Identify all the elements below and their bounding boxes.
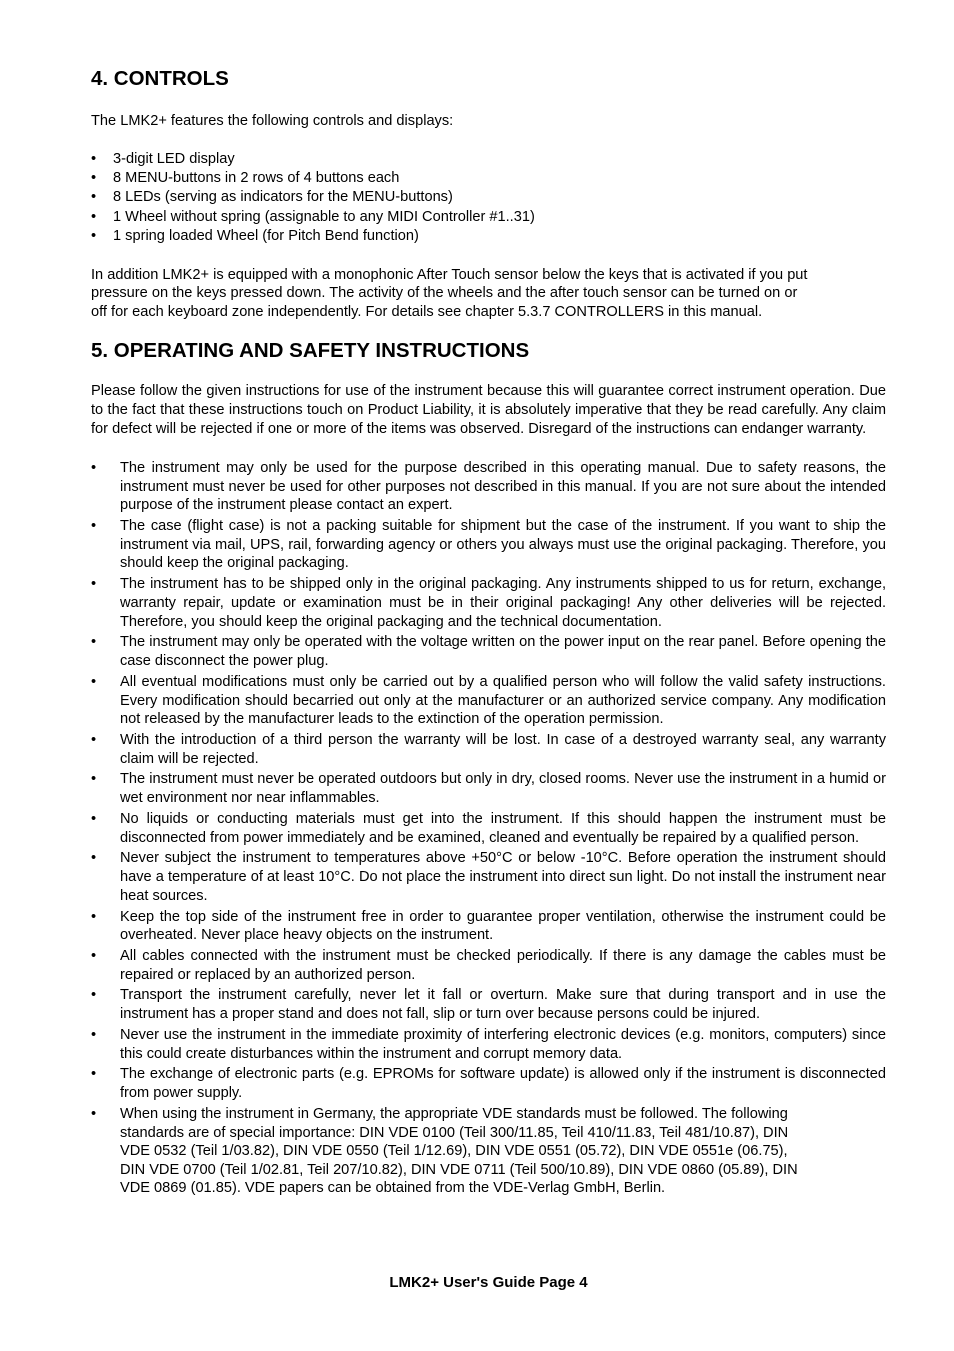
- controls-paragraph: [91, 266, 886, 322]
- bullet-icon: •: [91, 228, 97, 245]
- list-item-line: standards are of special importance: DIN VDE 0100 (Teil 300/11.85, Teil 410/11.83, Teil 481/10.87), DIN: [120, 1124, 789, 1141]
- bullet-icon: •: [91, 810, 97, 827]
- safety-intro: Please follow the given instructions for use of the instrument because this will guarantee correct instrument operation. Due to the fact that these instructions touch on Product Liability, it is absolutely imperative that they be read carefully. Any claim for defect will be rejected if one or more of the items was observed. Disregard of the instructions can endanger warranty.: [91, 383, 886, 437]
- bullet-icon: •: [91, 634, 97, 651]
- list-item: • Keep the top side of the instrument free in order to guarantee proper ventilation, otherwise the instrument could be overheated. Never place heavy objects on the instrument.: [91, 908, 886, 944]
- list-item: • All eventual modifications must only be carried out by a qualified person who will follow the valid safety instructions. Every modification should becarried out only at the manufacturer or an authorized service company. Any modification not released by the manufacturer leads to the extinction of the operation permission.: [91, 673, 886, 728]
- paragraph-line: In addition LMK2+ is equipped with a monophonic After Touch sensor below the keys that is activated if you put: [91, 266, 808, 283]
- bullet-icon: •: [91, 1066, 97, 1083]
- list-item: • 8 LEDs (serving as indicators for the MENU-buttons): [91, 188, 886, 207]
- bullet-icon: •: [91, 850, 97, 867]
- bullet-icon: •: [91, 1105, 97, 1122]
- controls-intro: The LMK2+ features the following controls and displays:: [91, 113, 454, 129]
- paragraph-line: pressure on the keys pressed down. The activity of the wheels and the after touch sensor can be turned on or: [91, 285, 798, 302]
- bullet-icon: •: [91, 460, 97, 477]
- list-item: [91, 1105, 886, 1198]
- list-item: • 1 spring loaded Wheel (for Pitch Bend function): [91, 227, 886, 246]
- list-item: • The instrument may only be operated with the voltage written on the power input on the rear panel. Before opening the case disconnect the power plug.: [91, 634, 886, 670]
- bullet-icon: •: [91, 1026, 97, 1043]
- list-item: • The instrument has to be shipped only in the original packaging. Any instruments shipped to us for return, exchange, warranty repair, update or examination must be in their original packaging! Any other deliveries will be rejected. Therefore, you should keep the original packaging and the technical documentation.: [91, 576, 886, 630]
- bullet-icon: •: [91, 731, 97, 748]
- bullet-icon: •: [91, 771, 97, 788]
- controls-heading: 4. CONTROLS: [91, 67, 229, 90]
- bullet-icon: •: [91, 673, 97, 690]
- bullet-icon: •: [91, 208, 97, 225]
- list-item-line: When using the instrument in Germany, the appropriate VDE standards must be followed. The following: [120, 1105, 788, 1122]
- bullet-icon: •: [91, 908, 97, 925]
- list-item-line: VDE 0869 (01.85). VDE papers can be obtained from the VDE-Verlag GmbH, Berlin.: [120, 1180, 666, 1197]
- paragraph-line: off for each keyboard zone independently. For details see chapter 5.3.7 CONTROLLERS in this manual.: [91, 303, 763, 320]
- list-item: • 1 Wheel without spring (assignable to any MIDI Controller #1..31): [91, 208, 886, 227]
- list-item: • 8 MENU-buttons in 2 rows of 4 buttons each: [91, 169, 886, 188]
- safety-heading: 5. OPERATING AND SAFETY INSTRUCTIONS: [91, 339, 530, 363]
- list-item: • The case (flight case) is not a packing suitable for shipment but the case of the instrument. If you want to ship the instrument via mail, UPS, rail, forwarding agency or others you always must use the original packaging. Therefore, you should keep the original packaging.: [91, 518, 886, 572]
- safety-list: [91, 459, 886, 1198]
- list-item: • All cables connected with the instrument must be checked periodically. If there is any damage the cables must be repaired or replaced by an authorized person.: [91, 948, 886, 983]
- list-item: • With the introduction of a third person the warranty will be lost. In case of a destroyed warranty seal, any warranty claim will be rejected.: [91, 731, 886, 767]
- list-item: • The instrument must never be operated outdoors but only in dry, closed rooms. Never use the instrument in a humid or wet environment nor near inflammables.: [91, 771, 886, 807]
- bullet-icon: •: [91, 518, 97, 535]
- list-item: • Transport the instrument carefully, never let it fall or overturn. Make sure that during transport and in use the instrument has a proper stand and does not fall, slip or turn over because persons could be injured.: [91, 987, 886, 1023]
- bullet-icon: •: [91, 170, 97, 186]
- page-footer: LMK2+ User's Guide Page 4: [389, 1274, 588, 1291]
- list-item: • Never use the instrument in the immediate proximity of interfering electronic devices (e.g. monitors, computers) since this could create disturbances within the instrument and corrupt memory data.: [91, 1026, 886, 1062]
- list-item: • Never subject the instrument to temperatures above +50°C or below -10°C. Before operation the instrument should have a temperature of at least 10°C. Do not place the instrument into direct sun light. Do not install the instrument near heat sources.: [91, 850, 886, 904]
- list-item: • The instrument may only be used for the purpose described in this operating manual. Due to safety reasons, the instrument must never be used for other purposes not described in this manual. If you are not sure about the intended purpose of the instrument please contact an expert.: [91, 460, 886, 514]
- bullet-icon: •: [91, 948, 97, 964]
- bullet-icon: •: [91, 576, 97, 593]
- list-item-line: DIN VDE 0700 (Teil 1/02.81, Teil 207/10.82), DIN VDE 0711 (Teil 500/10.89), DIN VDE 0860 (05.89), DIN: [120, 1161, 798, 1178]
- page-content: [91, 66, 886, 1200]
- bullet-icon: •: [91, 150, 97, 167]
- bullet-icon: •: [91, 987, 97, 1004]
- list-item: • 3-digit LED display: [91, 150, 886, 169]
- controls-list: [91, 150, 886, 247]
- list-item: • The exchange of electronic parts (e.g. EPROMs for software update) is allowed only if the instrument is disconnected from power supply.: [91, 1066, 886, 1102]
- list-item: • No liquids or conducting materials must get into the instrument. If this should happen the instrument must be disconnected from power immediately and be examined, cleaned and eventually be repaired by a qualified person.: [91, 810, 886, 846]
- bullet-icon: •: [91, 189, 97, 206]
- list-item-line: VDE 0532 (Teil 1/03.82), DIN VDE 0550 (Teil 1/12.69), DIN VDE 0551 (05.72), DIN VDE 0551e (06.75),: [120, 1143, 788, 1160]
